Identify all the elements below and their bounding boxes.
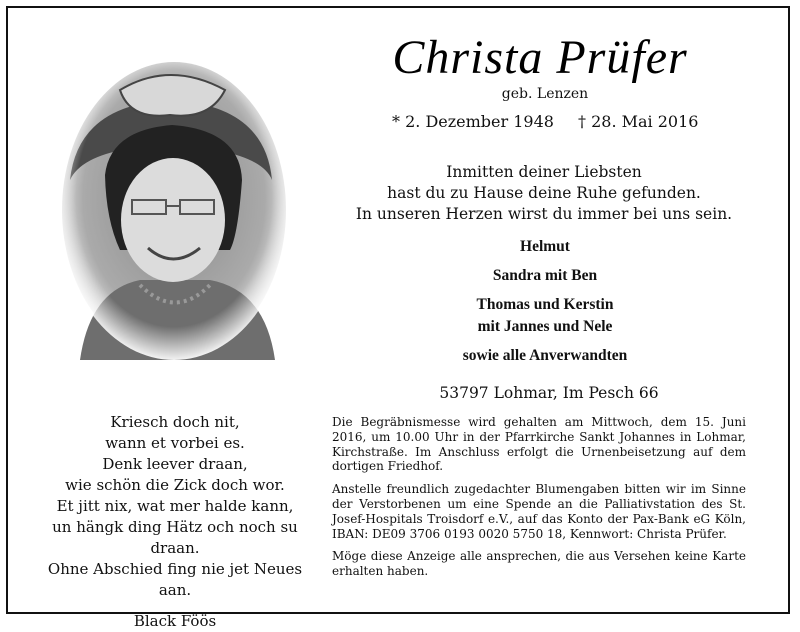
funeral-notice bbox=[332, 415, 746, 579]
verse-line: hast du zu Hause deine Ruhe gefunden. bbox=[387, 184, 701, 202]
mourner: Sandra mit Ben bbox=[492, 267, 598, 284]
poem-line: Ohne Abschied fing nie jet Neues aan. bbox=[47, 560, 303, 599]
verse-line: In unseren Herzen wirst du immer bei uns sein. bbox=[355, 205, 733, 223]
photo-fade bbox=[60, 60, 288, 360]
dialect-poem bbox=[30, 412, 320, 632]
poem-line: un hängk ding Hätz och noch su draan. bbox=[52, 518, 298, 557]
memorial-verse bbox=[350, 162, 738, 225]
notice-paragraph: Möge diese Anzeige alle ansprechen, die aus Versehen keine Karte erhalten haben. bbox=[332, 549, 746, 579]
deceased-name: Christa Prüfer bbox=[392, 31, 688, 84]
poem-author: Black Föös bbox=[133, 612, 217, 630]
mourners-list bbox=[395, 236, 695, 367]
notice-paragraph: Die Begräbnismesse wird gehalten am Mittwoch, dem 15. Juni 2016, um 10.00 Uhr in der Pfarrkirche Sankt Johannes in Lohmar, Kirchstraße. Im Anschluss erfolgt die Urnenbeisetzung auf dem dortigen Friedhof. bbox=[332, 415, 746, 474]
mourner: sowie alle Anverwandten bbox=[462, 347, 628, 364]
verse-line: Inmitten deiner Liebsten bbox=[446, 163, 642, 181]
mourner: mit Jannes und Nele bbox=[477, 318, 613, 335]
portrait-photo bbox=[60, 60, 288, 360]
mourner: Thomas und Kerstin bbox=[476, 296, 614, 313]
death-date: † 28. Mai 2016 bbox=[578, 112, 699, 131]
notice-paragraph: Anstelle freundlich zugedachter Blumengaben bitten wir im Sinne der Verstorbenen um eine Spende an die Palliativstation des St. Josef-Hospitals Troisdorf e.V., auf das Konto der Pax-Bank eG Köln, IBAN: DE09 3706 0193 0020 5750 18, Kennwort: Christa Prüfer. bbox=[332, 482, 746, 541]
mourner: Helmut bbox=[520, 238, 570, 255]
poem-line: wann et vorbei es. bbox=[105, 434, 245, 452]
poem-line: Et jitt nix, wat mer halde kann, bbox=[56, 497, 294, 515]
poem-line: Kriesch doch nit, bbox=[110, 413, 240, 431]
family-address: 53797 Lohmar, Im Pesch 66 bbox=[439, 384, 659, 402]
maiden-name: geb. Lenzen bbox=[501, 86, 589, 102]
poem-line: Denk leever draan, bbox=[102, 455, 248, 473]
birth-date: * 2. Dezember 1948 bbox=[392, 112, 554, 131]
poem-line: wie schön die Zick doch wor. bbox=[65, 476, 285, 494]
